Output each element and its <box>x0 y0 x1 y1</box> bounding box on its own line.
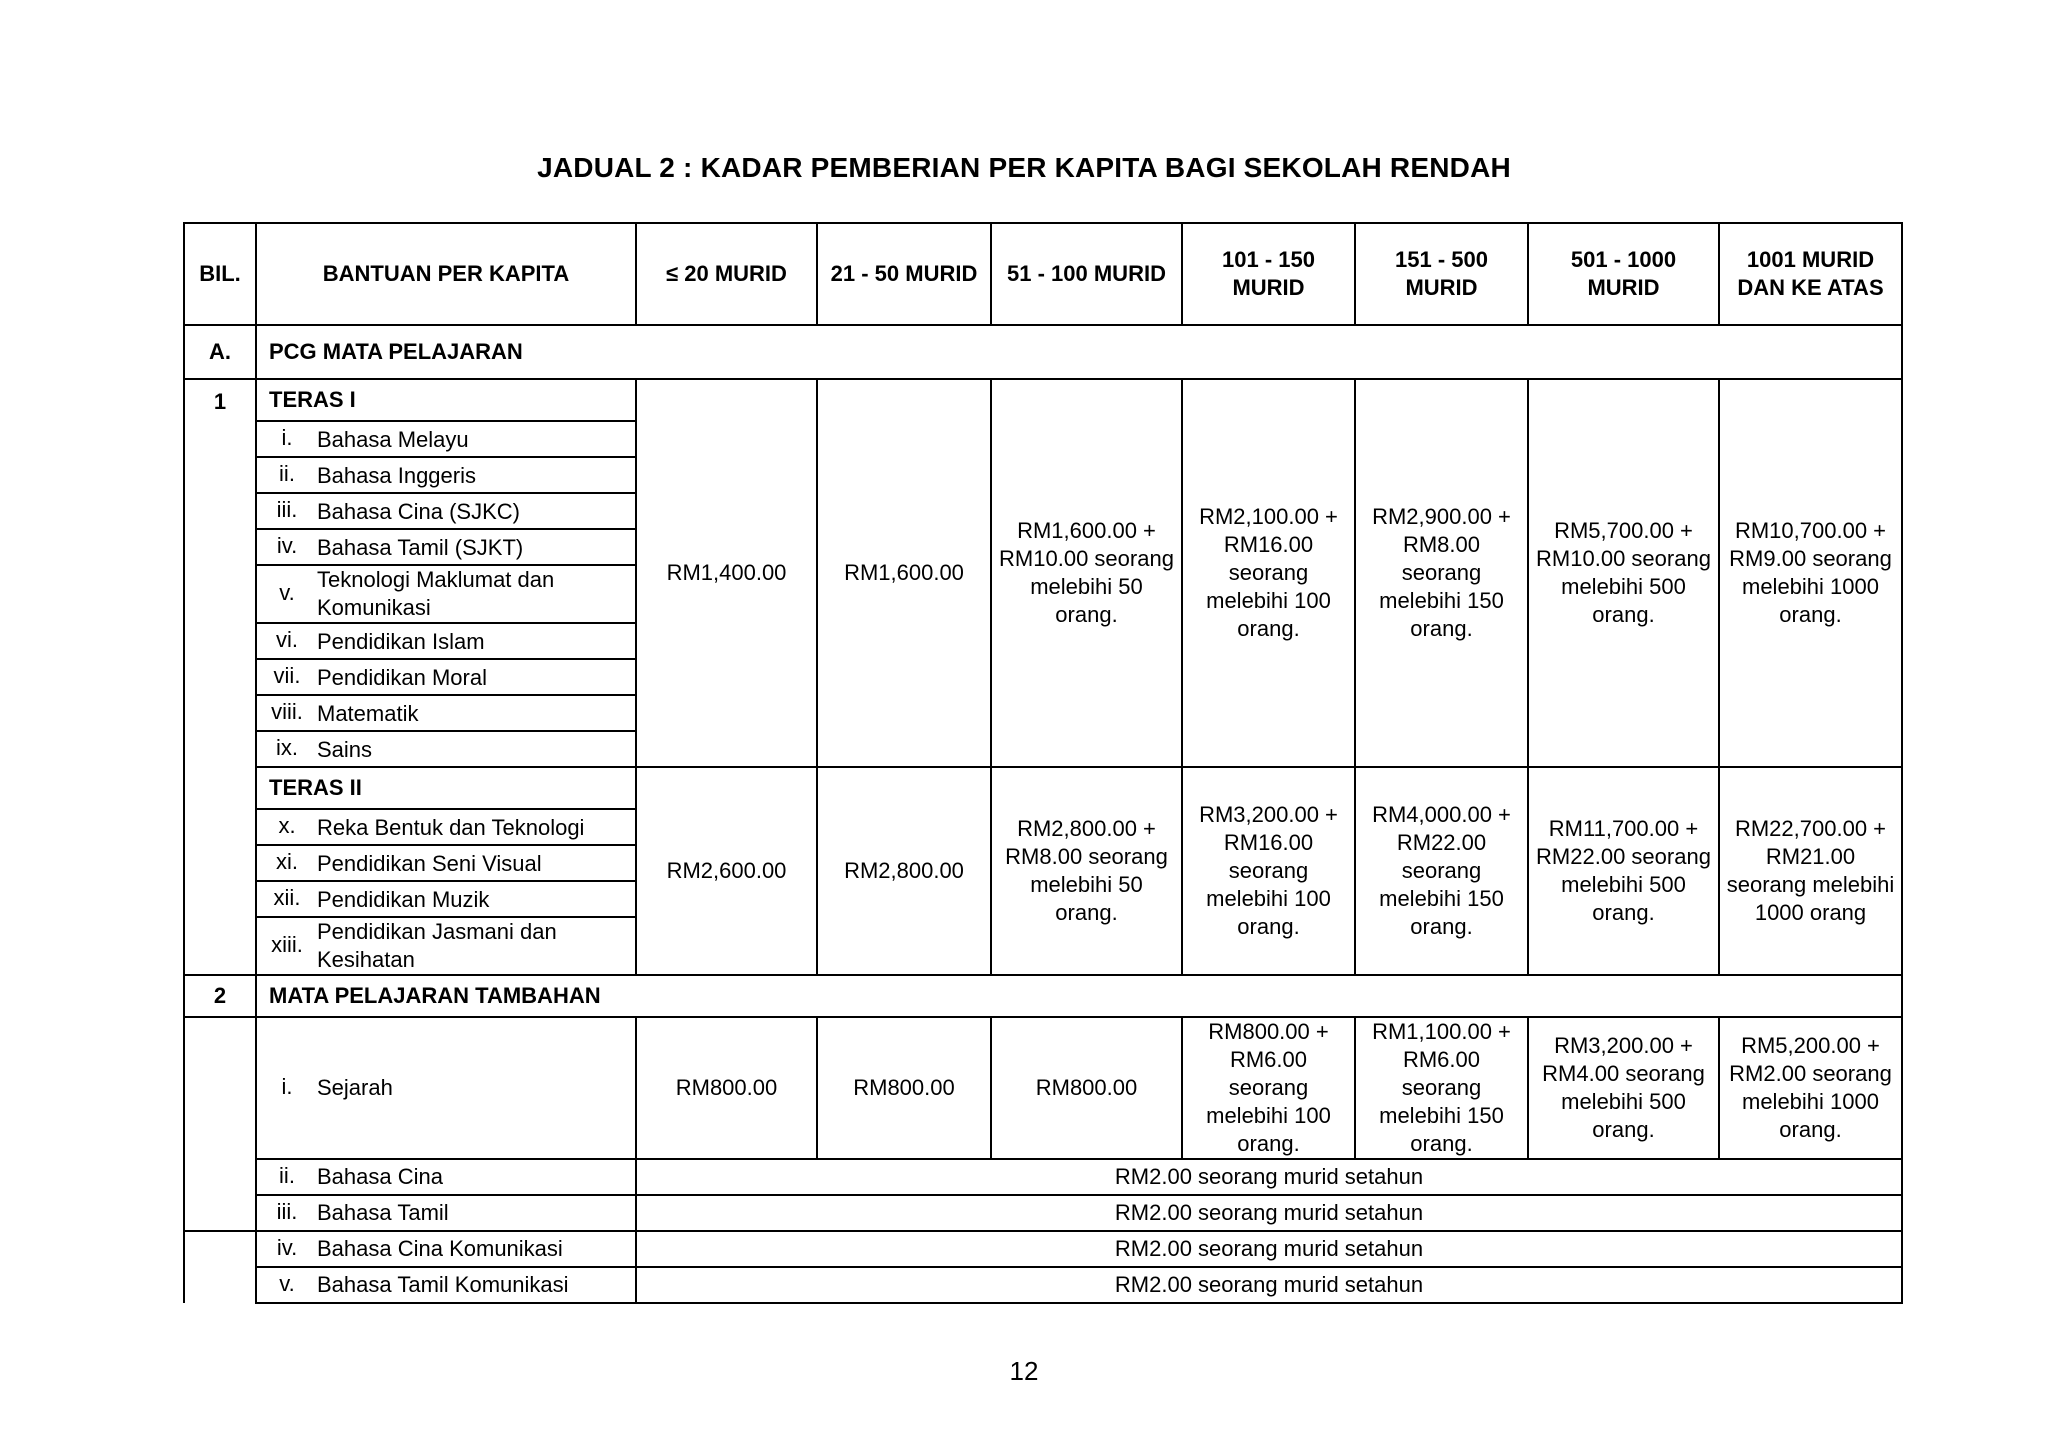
item-number: vii. <box>273 663 301 689</box>
teras1-rate-c2: RM1,600.00 <box>817 379 991 767</box>
item-number: ix. <box>276 735 298 761</box>
teras2-rate-c2: RM2,800.00 <box>817 767 991 975</box>
teras2-heading-row <box>184 767 1902 809</box>
item-label: Bahasa Tamil (SJKT) <box>317 534 524 560</box>
tambahan-bil: 2 <box>184 975 256 1017</box>
header-c1: ≤ 20 MURID <box>636 223 817 325</box>
list-item <box>184 1231 1902 1267</box>
sejarah-rate-c1: RM800.00 <box>636 1017 817 1159</box>
sejarah-rate-c7: RM5,200.00 + RM2.00 seorang melebihi 1000 orang. <box>1719 1017 1902 1159</box>
teras2-rate-c4: RM3,200.00 + RM16.00 seorang melebihi 100 orang. <box>1182 767 1355 975</box>
item-label: Sains <box>317 736 373 762</box>
header-c3: 51 - 100 MURID <box>991 223 1182 325</box>
header-c5: 151 - 500 MURID <box>1355 223 1528 325</box>
tambahan-bil-spacer-2 <box>184 1231 256 1303</box>
item-number: xi. <box>276 849 298 875</box>
item-label: Reka Bentuk dan Teknologi <box>317 814 585 840</box>
teras1-rate-c7: RM10,700.00 + RM9.00 seorang melebihi 1000 orang. <box>1719 379 1902 767</box>
tambahan-heading-row <box>184 975 1902 1017</box>
item-number: x. <box>278 813 296 839</box>
header-c6: 501 - 1000 MURID <box>1528 223 1719 325</box>
tambahan-bil-spacer <box>184 1017 256 1231</box>
item-number: iv. <box>276 533 298 559</box>
item-number: ii. <box>279 1163 295 1189</box>
item-number: vi. <box>276 627 298 653</box>
teras2-rate-c7: RM22,700.00 + RM21.00 seorang melebihi 1000 orang <box>1719 767 1902 975</box>
page-number: 12 <box>1009 1356 1039 1386</box>
teras1-heading-row <box>184 379 1902 421</box>
item-number: i. <box>281 1074 293 1100</box>
teras2-rate-c6: RM11,700.00 + RM22.00 seorang melebihi 500 orang. <box>1528 767 1719 975</box>
item-label: Bahasa Cina (SJKC) <box>317 498 520 524</box>
teras1-rate-c4: RM2,100.00 + RM16.00 seorang melebihi 100 orang. <box>1182 379 1355 767</box>
flat-rate: RM2.00 seorang murid setahun <box>636 1267 1902 1303</box>
item-number: iv. <box>276 1235 298 1261</box>
teras2-rate-c1: RM2,600.00 <box>636 767 817 975</box>
tambahan-label: MATA PELAJARAN TAMBAHAN <box>256 975 1902 1017</box>
item-number: ii. <box>279 461 295 487</box>
sejarah-rate-c6: RM3,200.00 + RM4.00 seorang melebihi 500 orang. <box>1528 1017 1719 1159</box>
sejarah-row <box>184 1017 1902 1159</box>
item-label: Pendidikan Jasmani dan Kesihatan <box>317 919 557 972</box>
item-label: Bahasa Tamil <box>317 1200 449 1226</box>
teras1-rate-c1: RM1,400.00 <box>636 379 817 767</box>
item-number: xiii. <box>271 931 303 957</box>
teras1-rate-c5: RM2,900.00 + RM8.00 seorang melebihi 150 orang. <box>1355 379 1528 767</box>
list-item <box>184 1159 1902 1195</box>
item-label: Bahasa Inggeris <box>317 462 476 488</box>
item-label: Pendidikan Seni Visual <box>317 850 542 876</box>
flat-rate: RM2.00 seorang murid setahun <box>636 1231 1902 1267</box>
per-capita-table <box>183 222 1903 1304</box>
table-title: JADUAL 2 : KADAR PEMBERIAN PER KAPITA BAGI SEKOLAH RENDAH <box>537 152 1511 183</box>
teras2-rate-c3: RM2,800.00 + RM8.00 seorang melebihi 50 orang. <box>991 767 1182 975</box>
teras1-rate-c6: RM5,700.00 + RM10.00 seorang melebihi 500 orang. <box>1528 379 1719 767</box>
sejarah-rate-c3: RM800.00 <box>991 1017 1182 1159</box>
item-label: Teknologi Maklumat dan Komunikasi <box>317 567 555 620</box>
item-label: Bahasa Tamil Komunikasi <box>317 1272 569 1298</box>
header-bil: BIL. <box>184 223 256 325</box>
flat-rate: RM2.00 seorang murid setahun <box>636 1195 1902 1231</box>
item-label: Sejarah <box>317 1075 393 1101</box>
teras1-label: TERAS I <box>256 379 636 421</box>
item-label: Bahasa Cina <box>317 1164 443 1190</box>
sejarah-rate-c4: RM800.00 + RM6.00 seorang melebihi 100 orang. <box>1182 1017 1355 1159</box>
item-label: Pendidikan Islam <box>317 628 485 654</box>
item-label: Matematik <box>317 700 419 726</box>
list-item <box>184 1267 1902 1303</box>
teras2-label: TERAS II <box>256 767 636 809</box>
item-number: v. <box>279 1271 295 1297</box>
sejarah-rate-c2: RM800.00 <box>817 1017 991 1159</box>
list-item <box>184 1195 1902 1231</box>
header-row <box>184 223 1902 325</box>
item-number: viii. <box>271 699 303 725</box>
sejarah-rate-c5: RM1,100.00 + RM6.00 seorang melebihi 150 orang. <box>1355 1017 1528 1159</box>
header-c4: 101 - 150 MURID <box>1182 223 1355 325</box>
item-number: iii. <box>276 497 298 523</box>
flat-rate: RM2.00 seorang murid setahun <box>636 1159 1902 1195</box>
item-number: v. <box>279 579 295 605</box>
header-c7: 1001 MURID DAN KE ATAS <box>1719 223 1902 325</box>
item-label: Bahasa Melayu <box>317 426 469 452</box>
section-a-bil: A. <box>184 325 256 379</box>
item-number: iii. <box>276 1199 298 1225</box>
item-label: Pendidikan Muzik <box>317 886 490 912</box>
item-label: Pendidikan Moral <box>317 664 487 690</box>
header-bantuan: BANTUAN PER KAPITA <box>256 223 636 325</box>
item-label: Bahasa Cina Komunikasi <box>317 1236 563 1262</box>
section-a-row <box>184 325 1902 379</box>
section-a-label: PCG MATA PELAJARAN <box>256 325 1902 379</box>
teras2-rate-c5: RM4,000.00 + RM22.00 seorang melebihi 150 orang. <box>1355 767 1528 975</box>
teras1-rate-c3: RM1,600.00 + RM10.00 seorang melebihi 50 orang. <box>991 379 1182 767</box>
item-number: i. <box>281 425 293 451</box>
teras-bil: 1 <box>184 379 256 975</box>
item-number: xii. <box>273 885 301 911</box>
header-c2: 21 - 50 MURID <box>817 223 991 325</box>
